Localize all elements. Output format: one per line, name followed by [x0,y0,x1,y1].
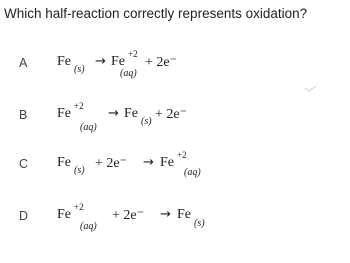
electrons-term: + 2e⁻ [95,156,127,171]
charge-superscript: +2 [177,150,187,160]
state-subscript: (s) [74,64,85,75]
charge-superscript: +2 [74,202,84,212]
product-fe: Fe [177,207,191,222]
reactant-fe: Fe [57,155,71,170]
half-reaction-equation [0,197,350,237]
reactant-fe: Fe [57,207,71,222]
electrons-term: + 2e⁻ [145,55,177,70]
reaction-arrow: → [108,106,119,121]
reaction-arrow: → [160,207,171,222]
reactant-fe: Fe [57,54,71,69]
option-letter: C [19,157,29,171]
option-c[interactable] [0,145,350,185]
reactant-fe: Fe [57,106,71,121]
state-subscript: (s) [74,165,85,176]
option-letter: D [19,209,29,223]
option-d[interactable] [0,197,350,237]
state-subscript: (s) [141,116,152,127]
half-reaction-equation [0,96,350,136]
faint-check-mark-icon [304,84,318,94]
option-letter: A [19,56,28,70]
half-reaction-equation [0,44,350,84]
option-letter: B [19,108,28,122]
option-b[interactable] [0,96,350,136]
charge-superscript: +2 [128,49,138,59]
reaction-arrow: → [95,54,106,69]
state-subscript: (aq) [80,122,97,133]
state-subscript: (aq) [184,167,201,178]
option-a[interactable] [0,44,350,84]
product-fe: Fe [111,54,125,69]
question-text: Which half-reaction correctly represents oxidation? [4,6,308,21]
charge-superscript: +2 [74,101,84,111]
half-reaction-equation [0,145,350,185]
state-subscript: (aq) [80,221,97,232]
reaction-arrow: → [143,155,154,170]
electrons-term: + 2e⁻ [112,208,144,223]
product-fe: Fe [160,155,174,170]
state-subscript: (aq) [120,68,137,79]
product-fe: Fe [124,106,138,121]
electrons-term: + 2e⁻ [155,107,187,122]
state-subscript: (s) [194,218,205,229]
